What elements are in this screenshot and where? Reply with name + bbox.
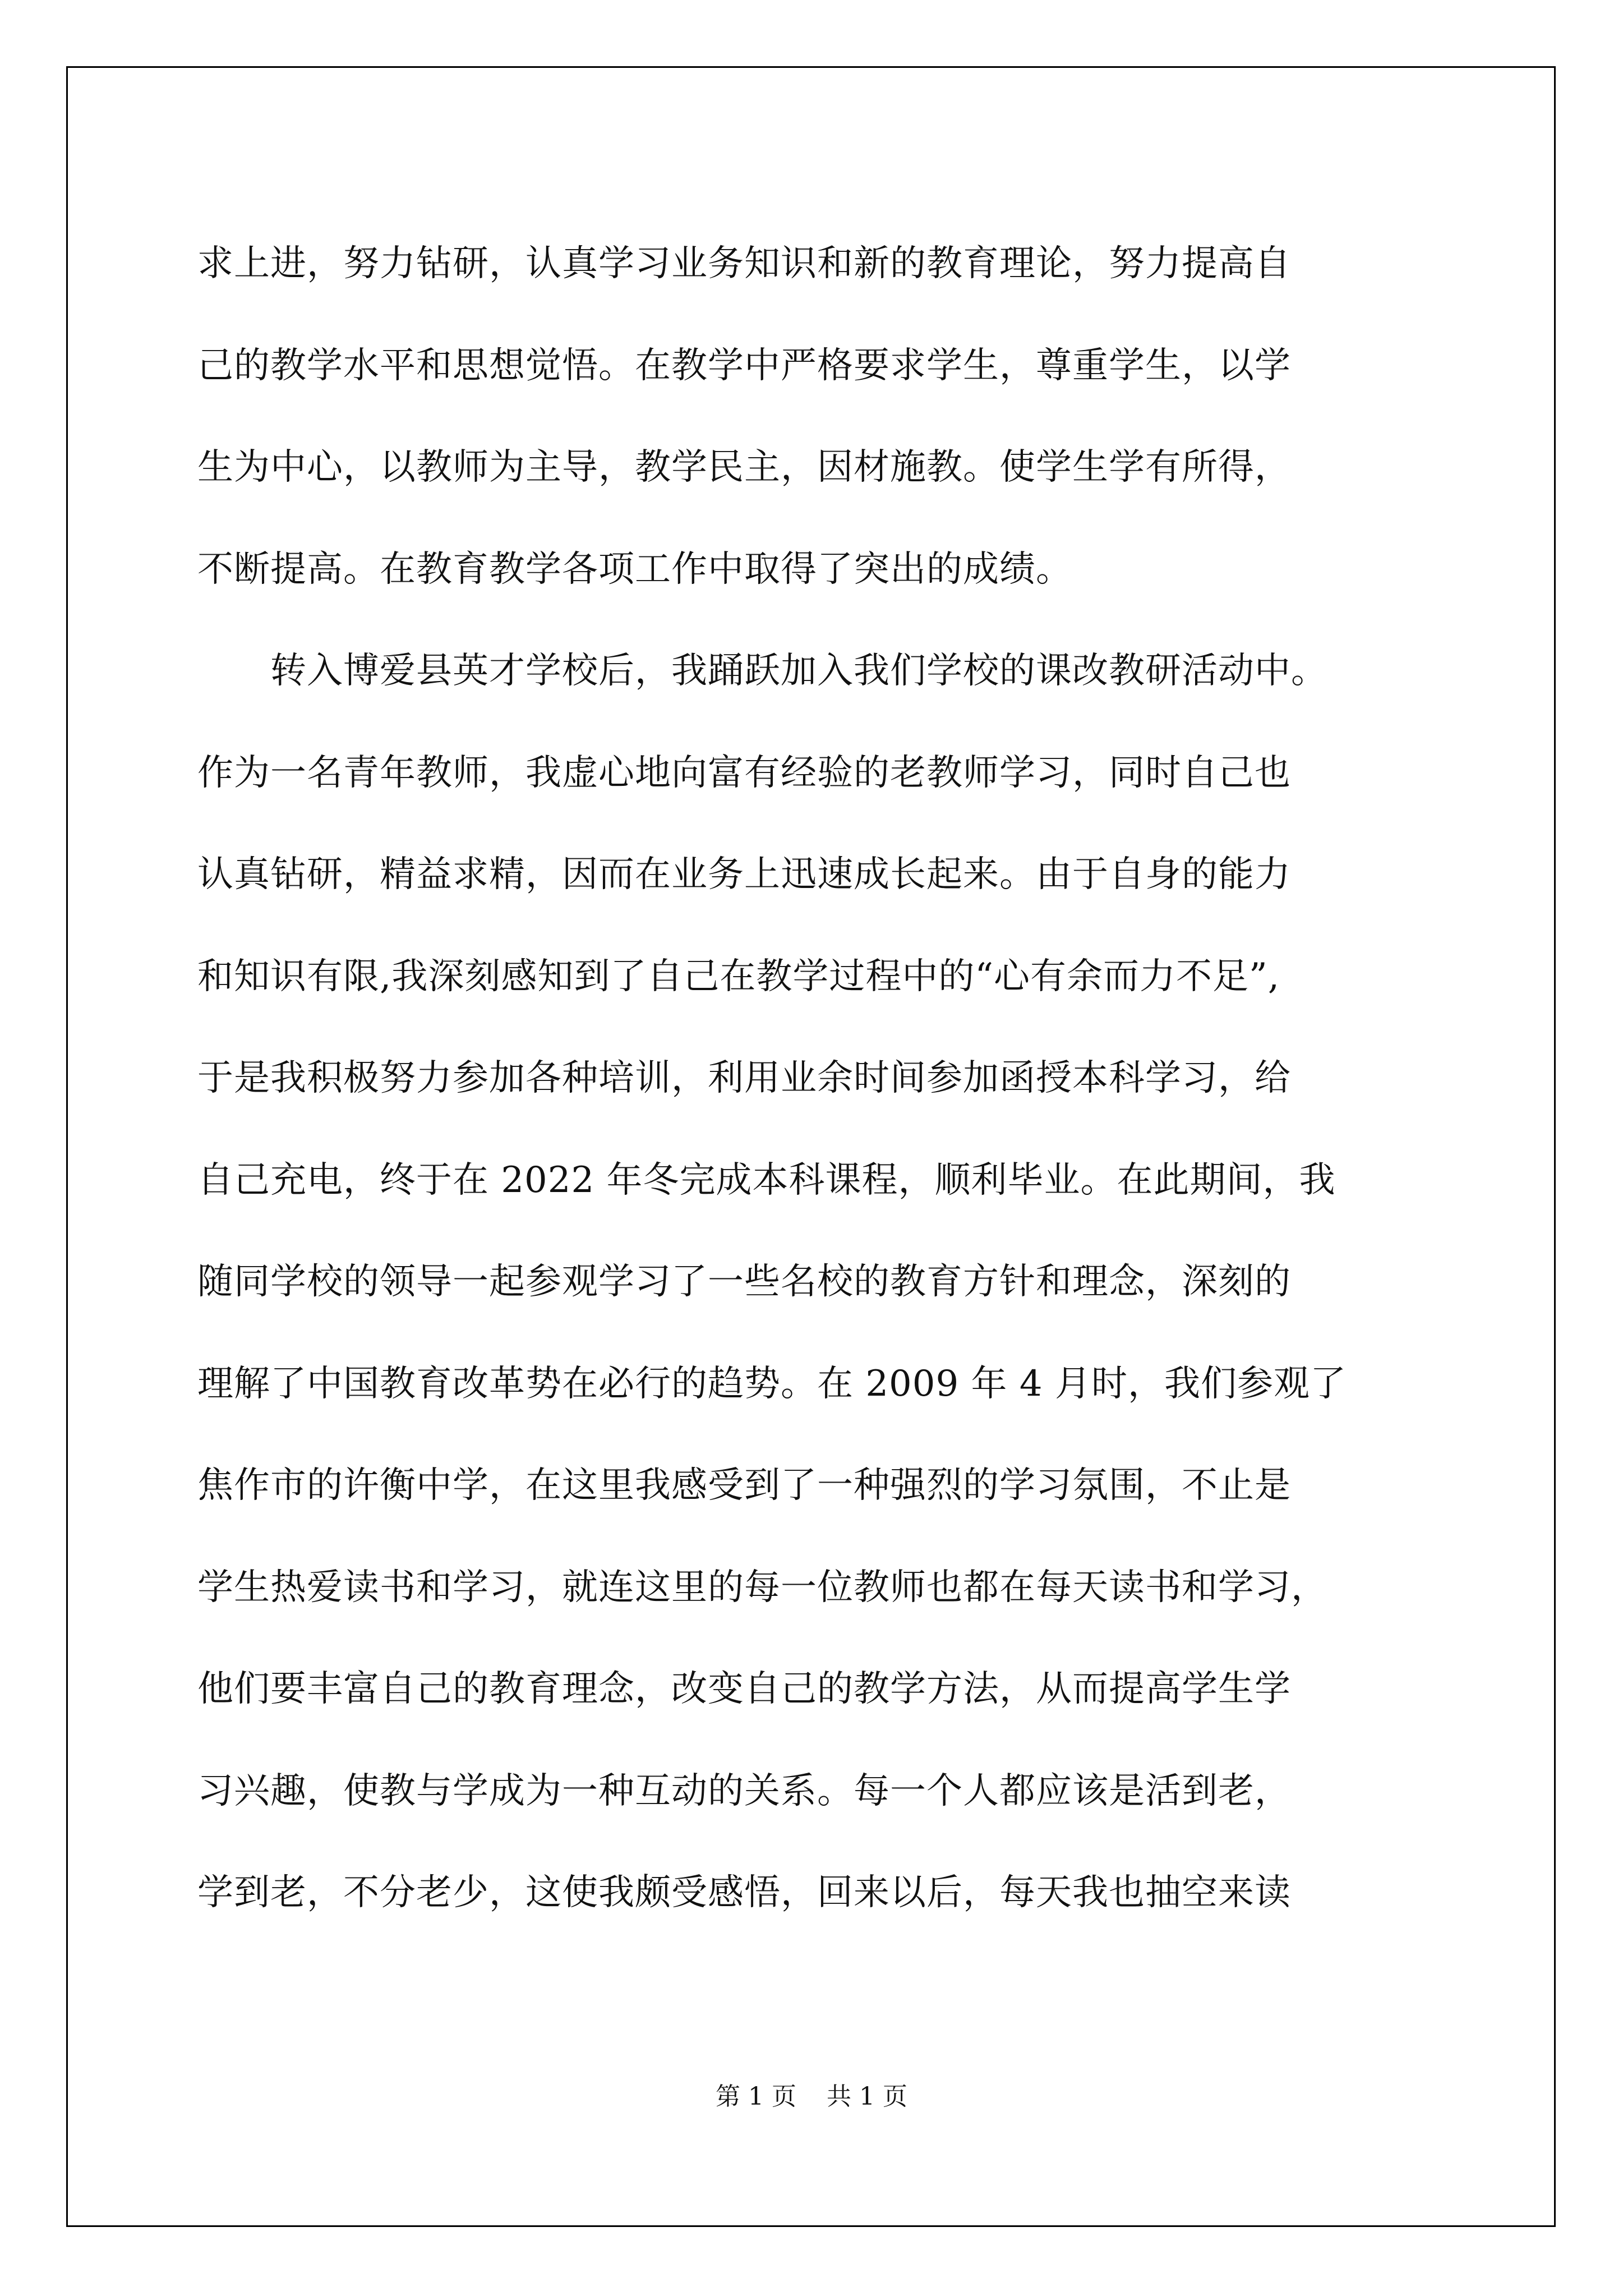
text-line: 求上进，努力钻研，认真学习业务知识和新的教育理论，努力提高自 — [197, 243, 1291, 284]
text-line: 自己充电，终于在 2022 年冬完成本科课程，顺利毕业。在此期间，我 — [197, 1159, 1336, 1201]
paragraph-start-line: 转入博爱县英才学校后，我踊跃加入我们学校的课改教研活动中。 — [197, 650, 1327, 692]
page-footer — [0, 2080, 1623, 2114]
document-body — [197, 213, 1442, 1944]
text-line: 随同学校的领导一起参观学习了一些名校的教育方针和理念，深刻的 — [197, 1261, 1291, 1303]
page-total: 共 1 页 — [827, 2082, 907, 2111]
text-line: 和知识有限,我深刻感知到了自己在教学过程中的“心有余而力不足”, — [197, 955, 1280, 997]
text-line: 不断提高。在教育教学各项工作中取得了突出的成绩。 — [197, 548, 1072, 590]
text-line: 己的教学水平和思想觉悟。在教学中严格要求学生，尊重学生，以学 — [197, 344, 1291, 386]
text-line: 生为中心，以教师为主导，教学民主，因材施教。使学生学有所得， — [197, 447, 1291, 488]
text-line: 习兴趣，使教与学成为一种互动的关系。每一个人都应该是活到老， — [197, 1770, 1291, 1812]
text-line: 于是我积极努力参加各种培训，利用业余时间参加函授本科学习，给 — [197, 1057, 1291, 1099]
text-line: 学到老，不分老少，这使我颇受感悟，回来以后，每天我也抽空来读 — [197, 1872, 1291, 1913]
text-line: 认真钻研，精益求精，因而在业务上迅速成长起来。由于自身的能力 — [197, 854, 1291, 895]
text-line: 他们要丰富自己的教育理念，改变自己的教学方法，从而提高学生学 — [197, 1668, 1291, 1710]
text-line: 作为一名青年教师，我虚心地向富有经验的老教师学习，同时自己也 — [197, 752, 1291, 794]
text-line: 焦作市的许衡中学，在这里我感受到了一种强烈的学习氛围，不止是 — [197, 1465, 1291, 1506]
text-line: 学生热爱读书和学习，就连这里的每一位教师也都在每天读书和学习， — [197, 1566, 1327, 1608]
text-line: 理解了中国教育改革势在必行的趋势。在 2009 年 4 月时，我们参观了 — [197, 1363, 1347, 1405]
page-number: 第 1 页 — [716, 2082, 796, 2111]
